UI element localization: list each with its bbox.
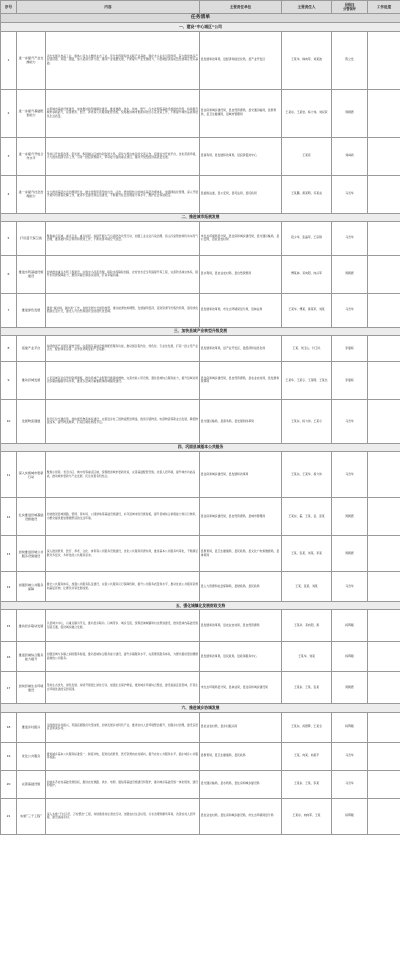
progress-cell <box>368 536 400 572</box>
task-name: 深入实施城市更新行动 <box>17 452 46 498</box>
section-label: 一、建设“中心城区”公司 <box>1 23 400 31</box>
section-header-row <box>1 704 400 712</box>
responsible-unit: 县交通运输局，县水利局，县住房和城乡建设局 <box>200 770 282 798</box>
row-number: 10 <box>1 399 17 443</box>
county-leader: 杨辉刚 <box>332 712 368 742</box>
row-number: 1 <box>1 31 17 89</box>
responsible-person: 王某华、王某示、王某明、王某杰 <box>282 361 332 399</box>
county-leader: 周朝德 <box>332 498 368 536</box>
table-row <box>1 642 400 672</box>
task-content: 立足县城区位优势和资源禀赋，推动县城产业配套设施提质增效，完善市政公用设施，强化县城综合服务能力，提升县城对周边乡镇的辐射带动作用，推进以县城为重要载体的城镇化建设。 <box>46 361 200 399</box>
task-name: 进一步提升产业支撑能力 <box>17 31 46 89</box>
row-number: 20 <box>1 770 17 798</box>
task-content: 完善城市基础设施建设，加快推进新型城镇化建设，推进道路、供水、供电、燃气、污水处理等基础设施提档升级，持续提升城市承载能力，完善教育、医疗、养老等公共服务配套设施，统筹推进城市更新和老旧小区改造工作，不断提升城市品质和居民生活质量。 <box>46 89 200 137</box>
county-leader: 马丞华 <box>332 221 368 255</box>
responsible-person: 王某东、杨力伟、王某示 <box>282 399 332 443</box>
task-name: 进一步提升开放合作水平 <box>17 137 46 175</box>
row-number: 8 <box>1 335 17 361</box>
row-number: 19 <box>1 742 17 770</box>
progress-cell <box>368 137 400 175</box>
responsible-unit: 县住房和城乡建设局，县自然资源局，县交通运输局，县教育局，县卫生健康局，县城市管理局 <box>200 89 282 137</box>
task-content: 突出发展以食品工业、康体公司为主要的业态工业，充分发挥现有的关联产业基础，强化龙头企业引领作用，着力推进食品产业链延链、补链、强链，加大招商引资力度，推动产业集聚发展，不断提升产业支撑能力，为县域经济高质量发展奠定坚实基础。 <box>46 31 200 89</box>
table-row <box>1 175 400 213</box>
progress-cell <box>368 712 400 742</box>
task-name: 推动县乡联动发展 <box>17 610 46 642</box>
header-person: 主要责任人 <box>282 1 332 14</box>
county-leader: 杨辉刚 <box>332 610 368 642</box>
responsible-person: 王某华、傅某、黄某军、刘某 <box>282 293 332 327</box>
task-content: 全面推进乡村振兴，巩固拓展脱贫攻坚成果，加快发展乡村特色产业，推进农村人居环境整治提升，加强乡村治理，建设宜居宜业和美乡村。 <box>46 712 200 742</box>
progress-cell <box>368 89 400 137</box>
task-content: 以县城为中心，以重点镇为节点，推动县乡联动、以城带乡、城乡互促，统筹县域城镇和村庄规划建设，推进县域内基础设施互联互通，促进城乡融合发展。 <box>46 610 200 642</box>
section-label: 四、巩固县城基本公共服务 <box>1 443 400 451</box>
table-row <box>1 672 400 704</box>
progress-cell <box>368 610 400 642</box>
county-leader: 马丞华 <box>332 572 368 602</box>
row-number: 2 <box>1 89 17 137</box>
responsible-person: 王某亮 <box>282 137 332 175</box>
progress-cell <box>368 175 400 213</box>
progress-cell <box>368 672 400 704</box>
responsible-person: 王某东、王某、张某 <box>282 672 332 704</box>
responsible-unit: 县水利局，县农业农村局，县自然资源局 <box>200 255 282 293</box>
progress-cell <box>368 399 400 443</box>
task-content: 坚持以开放促改革、促发展，积极融入区域协同发展大局，深化与周边地区的交流合作，搭建对外开放平台，优化营商环境，大力推进招商引资工作，引进一批投资规模大、带动能力强的重点项目，推动开放型经济高质量发展。 <box>46 137 200 175</box>
progress-cell <box>368 798 400 834</box>
row-number: 7 <box>1 293 17 327</box>
row-number: 16 <box>1 642 17 672</box>
responsible-unit: 县发展和改革局，市生态环境局县分局，县林业局 <box>200 293 282 327</box>
county-leader: 周朝德 <box>332 536 368 572</box>
responsible-unit: 市生态环境局县分局，县住房和城乡建设局，县交通运输局，县公安局，县农业农村局 <box>200 221 282 255</box>
progress-cell <box>368 31 400 89</box>
responsible-person: 王某、张某、刘某、李某 <box>282 536 332 572</box>
row-number: 13 <box>1 536 17 572</box>
task-name: 推动县城发展 <box>17 361 46 399</box>
county-leader: 马丞华 <box>332 293 368 327</box>
responsible-unit: 县发展和改革局，县农业农村局，县自然资源局 <box>200 610 282 642</box>
responsible-unit: 县人力资源和社会保障局，县财政局，县民政局 <box>200 572 282 602</box>
row-number: 21 <box>1 798 17 834</box>
responsible-unit: 县教育局，县卫生健康局，县民政局 <box>200 742 282 770</box>
task-content: 加快推进重点水利工程建设，实施中小河流治理、病险水库除险加固、农村饮水安全巩固提升等工程，完善防洪减灾体系，提升水资源保障能力，推进河湖长制落实落细，打造幸福河湖。 <box>46 255 200 293</box>
responsible-person: 王某华、邓向阳、黄 <box>282 610 332 642</box>
responsible-person: 王某、张某、刘某 <box>282 572 332 602</box>
row-number: 6 <box>1 255 17 293</box>
county-leader: 马丞华 <box>332 742 368 770</box>
responsible-unit: 县发展和改革局，县产业开发区，县经济和信息化局 <box>200 335 282 361</box>
table-row <box>1 798 400 834</box>
task-content: 深入推进教育、医疗、养老、文化、体育等公共服务设施建设，优化公共服务资源布局，推进基本公共服务均等化，不断满足群众多层次、多样化的公共服务需求。 <box>46 536 200 572</box>
row-number: 18 <box>1 712 17 742</box>
row-number: 3 <box>1 137 17 175</box>
table-row <box>1 221 400 255</box>
responsible-person: 王某东、向向军、王某 <box>282 798 332 834</box>
task-name: 推进绿色发展 <box>17 293 46 327</box>
section-header-row <box>1 327 400 335</box>
progress-cell <box>368 770 400 798</box>
task-name: 推进乡村振兴 <box>17 712 46 742</box>
county-leader: 周朝德 <box>332 672 368 704</box>
table-title: 任务清单 <box>1 14 400 23</box>
county-leader: 李夏杨 <box>332 335 368 361</box>
responsible-person: 王某华、韩向军、刘某波 <box>282 31 332 89</box>
county-leader: 马丞华 <box>332 452 368 498</box>
section-label: 六、推进城乡协调发展 <box>1 704 400 712</box>
task-name: 打好蓝天保卫战 <box>17 221 46 255</box>
task-content: 推进“碳达峰、碳中和”工作，加快发展方式绿色转型，推动能源结构调整，发展循环经济，促进资源节约集约利用，倡导绿色低碳生活方式，建设人与自然和谐共生的现代化县城。 <box>46 293 200 327</box>
table-row <box>1 31 400 89</box>
progress-cell <box>368 572 400 602</box>
table-title-row <box>1 14 400 23</box>
task-name: 推进县域综合服务能力提升 <box>17 642 46 672</box>
table-row <box>1 255 400 293</box>
county-leader: 陈立发 <box>332 31 368 89</box>
table-row <box>1 770 400 798</box>
progress-cell <box>368 255 400 293</box>
responsible-person: 王某东、王某、李某 <box>282 770 332 798</box>
responsible-person: 王某东、王某华、杨力伟 <box>282 452 332 498</box>
table-row <box>1 399 400 443</box>
county-leader: 李夏杨 <box>332 361 368 399</box>
responsible-person: 王某、刘玉山、付卫兵 <box>282 335 332 361</box>
responsible-person: 王某东、霍、王某、伍、张某 <box>282 498 332 536</box>
table-row <box>1 89 400 137</box>
responsible-person: 傅某林、邓向阳、向兴军 <box>282 255 332 293</box>
county-leader: 马丞华 <box>332 770 368 798</box>
county-leader: 杨辉刚 <box>332 642 368 672</box>
section-header-row <box>1 23 400 31</box>
progress-cell <box>368 742 400 770</box>
row-number: 4 <box>1 175 17 213</box>
task-name: 加快县域生态环境建设 <box>17 672 46 704</box>
header-unit: 主要责任单位 <box>200 1 282 14</box>
responsible-unit: 县委政法委，县公安局，县司法局，县民政局 <box>200 175 282 213</box>
task-name: 加强县城公共服务保障 <box>17 572 46 602</box>
task-content: 推进城乡基本公共服务标准统一、制度并轨，促进优质教育、医疗资源向农村倾斜，提升农村公共服务水平，缩小城乡公共服务差距。 <box>46 742 200 770</box>
row-number: 12 <box>1 498 17 536</box>
task-name: 进一步提升基础配套能力 <box>17 89 46 137</box>
task-content: 坚持生态优先、绿色发展，持续开展国土绿化行动，加强生态保护修复，推进城乡环境综合整治，建设美丽宜居县城，打造生态环境优美的宜居家园。 <box>46 672 200 704</box>
task-name: 加快推进县城公共服务设施建设 <box>17 536 46 572</box>
task-content: 全力推进基层社会治理现代化，健全党组织领导的自治、法治、德治相结合的城乡基层治理体系，加强网格化管理，深入开展矛盾纠纷排查化解工作，推进平安建设和法治建设，不断提升社会治理能力和水平，维护社会和谐稳定。 <box>46 175 200 213</box>
responsible-unit: 县教育局，县卫生健康局，县民政局，县文化广电和旅游局，县体育局 <box>200 536 282 572</box>
section-label: 三、加快县城产业转型升级发展 <box>1 327 400 335</box>
task-name: 发展物流通道 <box>17 399 46 443</box>
task-content: 加快补齐农村基础设施短板，推进农村道路、供水、电网、通信等基础设施建设和管护，推动城乡基础设施一体化规划、建设和管护。 <box>46 770 200 798</box>
task-content: 健全公共服务体系，加强公共服务队伍建设，完善公共服务运行保障机制，提升公共服务质量和水平，推动优质公共服务资源向基层延伸，让群众共享发展成果。 <box>46 572 200 602</box>
table-header-row <box>1 1 400 14</box>
table-row <box>1 498 400 536</box>
task-name: 进一步提升社会治理能力 <box>17 175 46 213</box>
row-number: 5 <box>1 221 17 255</box>
county-leader: 周朝德 <box>332 89 368 137</box>
progress-cell <box>368 293 400 327</box>
responsible-unit: 市生态环境局县分局，县林业局，县住房和城乡建设局 <box>200 672 282 704</box>
progress-cell <box>368 498 400 536</box>
responsible-unit: 县住房和城乡建设局，县自然资源局，县农业农村局，县发展和改革局 <box>200 361 282 399</box>
task-content: 聚焦重点区域、重点行业、重点时段，持续开展大气污染防治攻坚行动，加强工业企业污染治理、扬尘污染管控和机动车尾气治理，推进秸秆综合利用和禁烧工作，不断改善环境空气质量。 <box>46 221 200 255</box>
responsible-person: 王某东、汤德辉、王某全 <box>282 712 332 742</box>
responsible-unit: 县农业农村局，县乡村振兴局 <box>200 712 282 742</box>
responsible-person: 王某，向某、向某平 <box>282 742 332 770</box>
table-row <box>1 335 400 361</box>
responsible-unit: 县农业农村局，县住房和城乡建设局，市生态环境局县分局 <box>200 798 282 834</box>
task-content: 持续推进产业园区提档升级，完善园区基础设施和配套服务功能，推动园区集约化、特色化、专业化发展，打造一批主导产业突出、配套体系完善、竞争优势明显的产业集群。 <box>46 335 200 361</box>
task-name: 完善基础设施 <box>17 770 46 798</box>
task-content: 依托区位交通优势，加快现代物流体系建设，完善县乡村三级物流配送网络，推进冷链物流、电商物流等新业态发展，降低物流成本，提升物流效率，打造区域性物流节点。 <box>46 399 200 443</box>
table-row <box>1 712 400 742</box>
row-number: 9 <box>1 361 17 399</box>
table-row <box>1 293 400 327</box>
section-label: 二、推进城市拓展发展 <box>1 213 400 221</box>
row-number: 17 <box>1 672 17 704</box>
header-leader: 县级挂 分管领导 <box>332 1 368 14</box>
table-row <box>1 742 400 770</box>
task-name: 实施“三千工程” <box>17 798 46 834</box>
task-content: 聚焦小街巷、老旧小区、城中村等重点区域，统筹推进城市更新改造，完善基础配套设施，改善人居环境，提升城市功能品质，推动城市更新与产业发展、民生改善有机结合。 <box>46 452 200 498</box>
county-leader: 马丞华 <box>332 175 368 213</box>
task-name: 优化公共服务 <box>17 742 46 770</box>
responsible-unit: 县住房和城乡建设局，县自然资源局，县城市管理局 <box>200 498 282 536</box>
section-header-row <box>1 602 400 610</box>
section-label: 五、强化城镇化发展财政支持 <box>1 602 400 610</box>
header-progress: 工作进度 <box>368 1 400 14</box>
table-row <box>1 452 400 498</box>
progress-cell <box>368 642 400 672</box>
row-number: 14 <box>1 572 17 602</box>
progress-cell <box>368 335 400 361</box>
section-header-row <box>1 213 400 221</box>
responsible-person: 王某华、刘某 <box>282 642 332 672</box>
task-content: 加强县城与乡镇之间的服务衔接，推动县域综合服务能力建设，提升乡镇服务水平，完善便民服务体系，为群众提供更加便捷高效的公共服务。 <box>46 642 200 672</box>
row-number: 15 <box>1 610 17 642</box>
header-no: 序号 <box>1 1 17 14</box>
progress-cell <box>368 361 400 399</box>
county-leader: 马丞华 <box>332 399 368 443</box>
row-number: 11 <box>1 452 17 498</box>
table-row <box>1 361 400 399</box>
county-leader: 刘舜尚 <box>332 137 368 175</box>
task-content: 深入实施“千村示范、万村整治”工程，持续推进村庄清洁行动，加强农村生活垃圾、污水治理和厕所革命，改善农村人居环境，建设美丽乡村。 <box>46 798 200 834</box>
progress-cell <box>368 452 400 498</box>
table-row <box>1 572 400 602</box>
task-name: 扎实推进县城基础设施建设 <box>17 498 46 536</box>
section-header-row <box>1 443 400 451</box>
task-name: 搭建产业平台 <box>17 335 46 361</box>
task-content: 加快推进县城道路、管网、停车场、公园绿地等基础设施建设，补齐县城市政设施短板，提升县城综合承载能力和运行效率，为群众提供更加便捷舒适的生活环境。 <box>46 498 200 536</box>
responsible-person: 段少华、张晶军、王彦锦 <box>282 221 332 255</box>
responsible-unit: 县发展和改革局，县民政局，县政务服务中心 <box>200 642 282 672</box>
table-row <box>1 137 400 175</box>
task-name: 推进水利基础设施建设 <box>17 255 46 293</box>
table-row <box>1 610 400 642</box>
responsible-person: 王某鹏、黄某明、乔某炎 <box>282 175 332 213</box>
table-body <box>1 14 400 834</box>
responsible-unit: 县交通运输局，县商务局，县发展和改革局 <box>200 399 282 443</box>
progress-cell <box>368 221 400 255</box>
responsible-person: 王某东、王某岩、杨力伟、刘双荣 <box>282 89 332 137</box>
responsible-unit: 县住房和城乡建设局，县发展和改革局 <box>200 452 282 498</box>
header-content: 内容 <box>17 1 200 14</box>
county-leader: 周朝德 <box>332 255 368 293</box>
county-leader: 杨辉刚 <box>332 798 368 834</box>
table-row <box>1 536 400 572</box>
responsible-unit: 县发展和改革局，县经济和信息化局，县产业开发区 <box>200 31 282 89</box>
responsible-unit: 县商务局，县发展和改革局，县投资促进中心 <box>200 137 282 175</box>
